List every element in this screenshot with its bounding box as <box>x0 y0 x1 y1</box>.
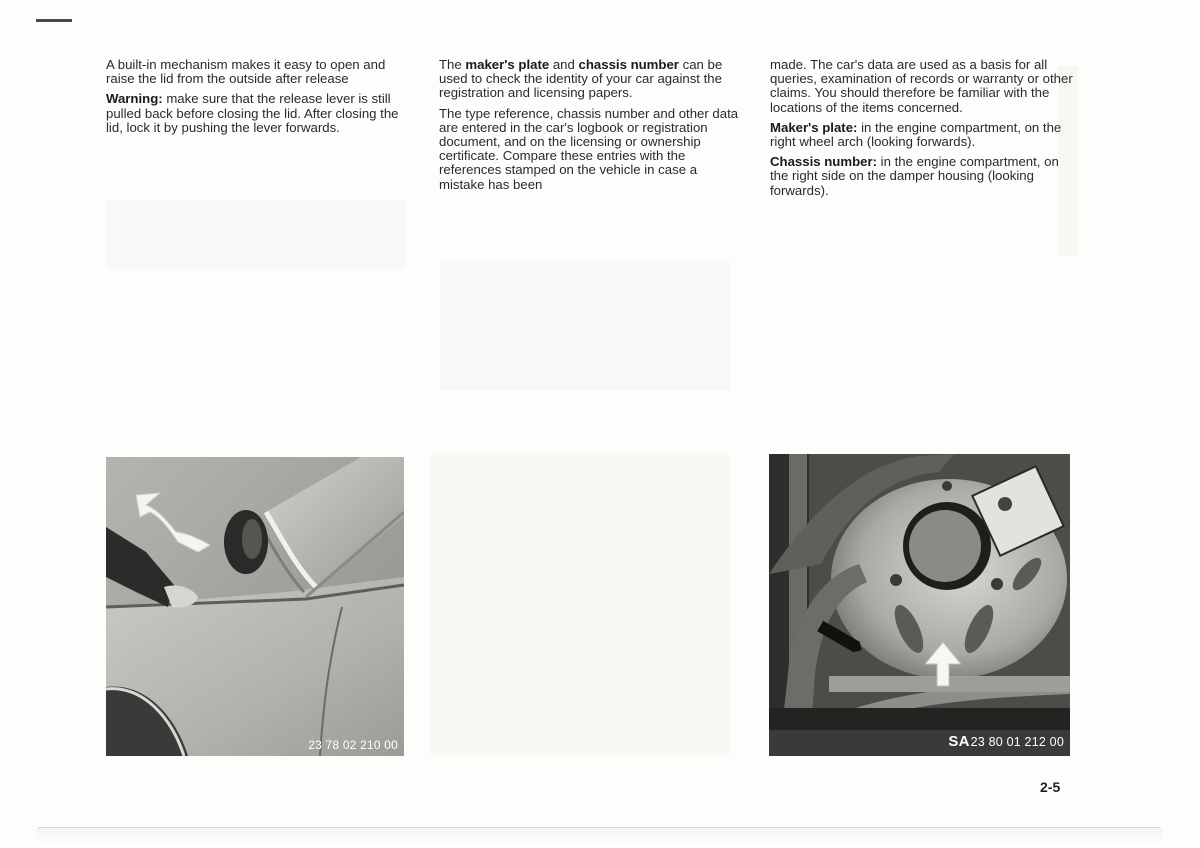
makers-plate-text: in the engine compartment, on the right wheel arch (looking forwards). <box>770 119 1062 150</box>
chassis-number-term: chassis number <box>578 57 679 72</box>
chassis-number-paragraph <box>770 155 1075 198</box>
show-through-block <box>440 260 730 390</box>
bonnet-release-photo <box>106 457 404 756</box>
type-reference-paragraph: The type reference, chassis number and other data are entered in the car's logbook or registration document, and on the licensing or ownership certificate. Compare these entries with the references stamped on the vehicle in case a mistake has been <box>439 105 739 192</box>
engine-compartment-photo <box>769 454 1070 756</box>
text-column-3 <box>770 58 1075 204</box>
engine-compartment-illustration <box>769 454 1070 756</box>
page-edge-mark <box>36 19 72 22</box>
text-column-1 <box>106 58 406 141</box>
bonnet-release-illustration <box>106 457 404 756</box>
lid-mechanism-paragraph: A built-in mechanism makes it easy to open and raise the lid from the outside after release <box>106 57 386 87</box>
makers-plate-paragraph <box>770 121 1075 149</box>
identity-intro: The <box>439 57 466 72</box>
car-data-paragraph: made. The car's data are used as a basis for all queries, examination of records or warranty or other claims. You should therefore be familiar with the locations of the items concerned. <box>770 57 1073 115</box>
makers-plate-term: maker's plate <box>465 57 550 72</box>
text-column-2 <box>439 58 739 198</box>
right-caption-prefix: SA <box>948 733 970 750</box>
identity-rest: can be used to check the identity of your car against the registration and licensing papers. <box>439 57 723 101</box>
show-through-block <box>430 455 730 755</box>
warning-paragraph <box>106 92 406 135</box>
page-bottom-shadow <box>36 828 1162 848</box>
makers-plate-label: Maker's plate: <box>770 119 858 135</box>
chassis-number-text: in the engine compartment, on the right side on the damper housing (looking forwards). <box>770 154 1059 198</box>
warning-label: Warning: <box>106 91 163 107</box>
identity-conjunction: and <box>549 57 579 72</box>
show-through-block <box>106 200 406 270</box>
right-caption-number: 23 80 01 212 00 <box>970 735 1064 749</box>
chassis-number-label: Chassis number: <box>770 154 877 170</box>
left-photo-caption: 23 78 02 210 00 <box>308 738 398 752</box>
page-number: 2-5 <box>1040 779 1061 795</box>
right-photo-caption <box>948 733 1064 750</box>
warning-text: make sure that the release lever is still pulled back before closing the lid. After closing the lid, lock it by pushing the lever forwards. <box>106 91 399 135</box>
identity-paragraph <box>439 58 739 101</box>
